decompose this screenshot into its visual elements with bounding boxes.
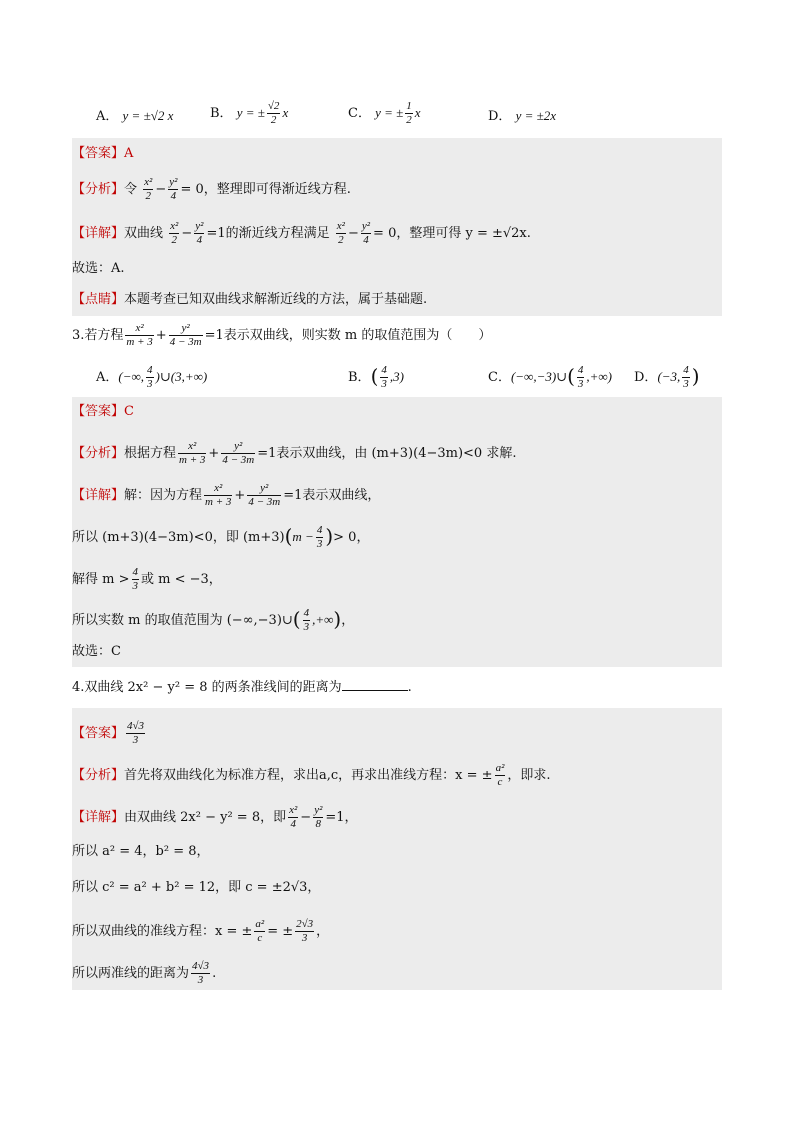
numerator: √2 bbox=[267, 100, 280, 112]
text: =1表示双曲线，由 (m+3)(4−3m)<0 求解. bbox=[257, 446, 517, 461]
numerator: 4 bbox=[683, 364, 689, 376]
fraction bbox=[126, 720, 145, 747]
analysis-line: 【分析】根据方程 $\frac{\text{x²}}{m + 3}$ + $\frac{\text{y²}}{4 - 3m}$ =1表示双曲线，由 (m+3)(4−3m)<0 求解. bbox=[72, 440, 517, 466]
numerator: 2√3 bbox=[296, 918, 314, 930]
text: = 0，整理可得 y = ±√2x. bbox=[373, 226, 531, 241]
text: ， bbox=[341, 613, 355, 628]
option-label: B． bbox=[348, 370, 371, 385]
numerator: 4 bbox=[132, 566, 138, 578]
text: . bbox=[212, 966, 217, 981]
q3-option-a bbox=[96, 364, 207, 391]
option-expr: x bbox=[282, 105, 289, 120]
text: 首先将双曲线化为标准方程，求出a,c，再求出准线方程：x = ± bbox=[124, 768, 493, 783]
question-3-stem: 3.若方程 $\frac{\text{x²}}{m + 3}$ + $\frac{\text{y²}}{4 - 3m}$ =1表示双曲线，则实数 m 的取值范围为（ ） bbox=[72, 322, 492, 348]
answer-value: C bbox=[124, 404, 134, 419]
fraction bbox=[254, 918, 265, 945]
fraction bbox=[247, 482, 281, 509]
analysis-tag: 【分析】 bbox=[72, 182, 125, 197]
fraction bbox=[146, 364, 154, 391]
detail-tag: 【详解】 bbox=[72, 226, 125, 241]
denominator: 2 bbox=[145, 190, 152, 202]
denominator: m + 3 bbox=[179, 454, 206, 466]
text: 4.双曲线 2x² − y² = 8 的两条准线间的距离为 bbox=[72, 680, 342, 695]
text: 所以实数 m 的取值范围为 (−∞,−3)∪ bbox=[72, 613, 293, 628]
text: 所以两准线的距离为 bbox=[72, 966, 190, 981]
fraction bbox=[682, 364, 690, 391]
text: 所以双曲线的准线方程：x = ± bbox=[72, 924, 253, 939]
fraction bbox=[495, 762, 506, 789]
choose-line bbox=[72, 642, 722, 662]
answer-blank bbox=[342, 678, 408, 691]
answer-tag: 【答案】 bbox=[72, 146, 125, 161]
solution-line bbox=[72, 566, 722, 593]
denominator: 2 bbox=[338, 234, 344, 246]
denominator: c bbox=[497, 776, 503, 788]
detail-tag: 【详解】 bbox=[72, 810, 125, 825]
fraction bbox=[361, 220, 371, 247]
text: 解：因为方程 bbox=[124, 488, 203, 503]
choose-line bbox=[72, 259, 722, 279]
text: 由双曲线 2x² − y² = 8，即 bbox=[124, 810, 287, 825]
fraction bbox=[169, 322, 203, 349]
denominator: 4 bbox=[363, 234, 369, 246]
text: . bbox=[407, 680, 412, 695]
fraction bbox=[316, 524, 324, 551]
option-expr: ,+∞) bbox=[586, 369, 613, 384]
q2-option-c bbox=[348, 100, 421, 127]
text: =1表示双曲线，则实数 m 的取值范围为（ ） bbox=[204, 328, 492, 343]
text: 3.若方程 bbox=[72, 328, 124, 343]
numerator: x² bbox=[144, 176, 153, 188]
fraction bbox=[313, 804, 323, 831]
q3-option-d: D．(−3, $\frac{4}{3}$ ) bbox=[634, 364, 700, 390]
text: 所以 c² = a² + b² = 12，即 c = ±2√3， bbox=[72, 880, 321, 895]
numerator: 4√3 bbox=[192, 960, 210, 972]
numerator: 4√3 bbox=[127, 720, 145, 732]
option-label: A． bbox=[96, 370, 119, 385]
numerator: 4 bbox=[303, 607, 310, 619]
text: 所以 (m+3)(4−3m)<0，即 (m+3) bbox=[72, 530, 285, 545]
fraction bbox=[303, 607, 311, 634]
numerator: y² bbox=[314, 804, 323, 816]
text: 故选：C bbox=[72, 644, 121, 659]
denominator: 4 bbox=[290, 818, 296, 830]
q2-option-a bbox=[96, 106, 173, 127]
option-label: B． bbox=[210, 106, 233, 121]
comment-tag: 【点睛】 bbox=[72, 292, 125, 307]
numerator: y² bbox=[361, 220, 371, 232]
answer-line bbox=[72, 144, 722, 164]
denominator: 3 bbox=[683, 378, 689, 390]
denominator: 3 bbox=[381, 378, 387, 390]
text: − bbox=[155, 182, 167, 197]
numerator: a² bbox=[255, 918, 265, 930]
denominator: 3 bbox=[316, 538, 323, 550]
solution-line: 所以 (m+3)(4−3m)<0，即 (m+3)(m − $\frac{4}{3}$ )> 0， bbox=[72, 524, 370, 550]
detail-tag: 【详解】 bbox=[72, 488, 125, 503]
detail-line: 【详解】由双曲线 2x² − y² = 8，即 $\frac{\text{x²}}{4}$ − $\frac{\text{y²}}{8}$ =1， bbox=[72, 804, 358, 830]
fraction bbox=[380, 364, 388, 391]
option-label: C． bbox=[348, 106, 371, 121]
text: = ± bbox=[267, 924, 294, 939]
q2-option-b bbox=[210, 100, 288, 127]
option-expr: y = ±2x bbox=[515, 108, 557, 123]
answer-line bbox=[72, 402, 722, 422]
numerator: x² bbox=[125, 322, 153, 336]
numerator: 4 bbox=[147, 364, 153, 376]
comment-line bbox=[72, 290, 722, 310]
denominator: 4 − 3m bbox=[169, 336, 202, 348]
numerator: y² bbox=[169, 322, 203, 336]
option-expr: y = ± bbox=[375, 105, 404, 120]
q2-option-d bbox=[488, 106, 556, 127]
text: =1表示双曲线， bbox=[283, 488, 381, 503]
numerator: 4 bbox=[577, 364, 584, 376]
text: =1的渐近线方程满足 bbox=[206, 226, 330, 241]
denominator: 3 bbox=[132, 580, 138, 592]
answer-line bbox=[72, 720, 722, 747]
text: ， bbox=[316, 924, 330, 939]
denominator: 4 bbox=[196, 234, 203, 246]
answer-tag: 【答案】 bbox=[72, 404, 125, 419]
fraction bbox=[143, 176, 153, 203]
numerator: x² bbox=[178, 440, 206, 454]
option-expr: y = ± bbox=[236, 105, 265, 120]
option-expr: (−3, bbox=[657, 369, 681, 384]
numerator: y² bbox=[247, 482, 281, 496]
denominator: 2 bbox=[270, 114, 277, 126]
fraction bbox=[191, 960, 210, 987]
text: 令 bbox=[124, 182, 138, 197]
solution-line: 所以实数 m 的取值范围为 (−∞,−3)∪( $\frac{4}{3}$ ,+∞)， bbox=[72, 607, 355, 633]
numerator: 4 bbox=[381, 364, 387, 376]
denominator: 2 bbox=[406, 114, 412, 126]
fraction bbox=[288, 804, 298, 831]
analysis-tag: 【分析】 bbox=[72, 446, 125, 461]
fraction bbox=[204, 482, 232, 509]
option-expr: (−∞,−3)∪ bbox=[510, 369, 568, 384]
option-expr: ,3) bbox=[389, 369, 404, 384]
fraction bbox=[125, 322, 153, 349]
fraction bbox=[194, 220, 204, 247]
denominator: 4 − 3m bbox=[248, 496, 281, 508]
denominator: c bbox=[257, 932, 263, 944]
text: > 0， bbox=[333, 530, 370, 545]
numerator: y² bbox=[195, 220, 204, 232]
denominator: 8 bbox=[315, 818, 322, 830]
option-label: C． bbox=[488, 370, 511, 385]
option-expr: (−∞, bbox=[118, 369, 145, 384]
fraction bbox=[405, 100, 413, 127]
text: 或 m < −3， bbox=[141, 572, 222, 587]
option-expr: y = ±√2 x bbox=[122, 108, 174, 123]
detail-line: 【详解】双曲线 $\frac{\text{x²}}{2}$ − $\frac{\text{y²}}{4}$ =1的渐近线方程满足 $\frac{\text{x²}}{2}$ − $\frac{\text{y²}}{4}$ = 0，整理可得 y = ±√2x. bbox=[72, 220, 531, 246]
fraction bbox=[577, 364, 585, 391]
fraction bbox=[336, 220, 346, 247]
denominator: 4 − 3m bbox=[222, 454, 255, 466]
q3-option-c: C．(−∞,−3)∪( $\frac{4}{3}$ ,+∞) bbox=[488, 364, 613, 390]
text: =1， bbox=[325, 810, 358, 825]
solution-line bbox=[72, 878, 722, 898]
text: 双曲线 bbox=[124, 226, 164, 241]
text: ，即求. bbox=[507, 768, 551, 783]
denominator: 3 bbox=[147, 378, 153, 390]
option-expr: )∪(3,+∞) bbox=[155, 369, 208, 384]
question-4-stem bbox=[72, 678, 722, 698]
text: 故选：A. bbox=[72, 261, 125, 276]
numerator: y² bbox=[221, 440, 255, 454]
numerator: x² bbox=[170, 220, 179, 232]
denominator: 3 bbox=[132, 734, 139, 746]
analysis-line bbox=[72, 176, 722, 203]
denominator: 4 bbox=[170, 190, 177, 202]
fraction bbox=[169, 220, 179, 247]
text: 本题考查已知双曲线求解渐近线的方法，属于基础题. bbox=[124, 292, 428, 307]
option-label: A． bbox=[96, 109, 119, 124]
denominator: 3 bbox=[301, 932, 308, 944]
denominator: 2 bbox=[171, 234, 178, 246]
text: 解得 m > bbox=[72, 572, 130, 587]
denominator: 3 bbox=[577, 378, 584, 390]
numerator: x² bbox=[289, 804, 298, 816]
numerator: a² bbox=[495, 762, 505, 774]
numerator: x² bbox=[204, 482, 232, 496]
text: 根据方程 bbox=[124, 446, 177, 461]
text: 所以 a² = 4，b² = 8， bbox=[72, 844, 210, 859]
detail-line: 【详解】解：因为方程 $\frac{\text{x²}}{m + 3}$ + $\frac{\text{y²}}{4 - 3m}$ =1表示双曲线， bbox=[72, 482, 381, 508]
option-label: D． bbox=[488, 109, 512, 124]
denominator: 3 bbox=[197, 974, 204, 986]
solution-line bbox=[72, 960, 722, 987]
analysis-line bbox=[72, 762, 722, 789]
numerator: x² bbox=[336, 220, 345, 232]
fraction bbox=[178, 440, 206, 467]
solution-line bbox=[72, 842, 722, 862]
denominator: m + 3 bbox=[205, 496, 232, 508]
fraction bbox=[221, 440, 255, 467]
answer-value: A bbox=[124, 146, 134, 161]
option-label: D． bbox=[634, 370, 658, 385]
numerator: y² bbox=[169, 176, 178, 188]
analysis-tag: 【分析】 bbox=[72, 768, 125, 783]
answer-tag: 【答案】 bbox=[72, 726, 125, 741]
q3-option-b: B．( $\frac{4}{3}$ ,3) bbox=[348, 364, 404, 390]
denominator: m + 3 bbox=[126, 336, 153, 348]
denominator: 3 bbox=[303, 621, 310, 633]
fraction bbox=[267, 100, 281, 127]
numerator: 4 bbox=[316, 524, 323, 536]
numerator: 1 bbox=[406, 100, 412, 112]
option-expr: x bbox=[414, 105, 421, 120]
fraction bbox=[132, 566, 140, 593]
fraction bbox=[168, 176, 178, 203]
text: = 0，整理即可得渐近线方程. bbox=[180, 182, 351, 197]
fraction bbox=[295, 918, 314, 945]
solution-line bbox=[72, 918, 722, 945]
